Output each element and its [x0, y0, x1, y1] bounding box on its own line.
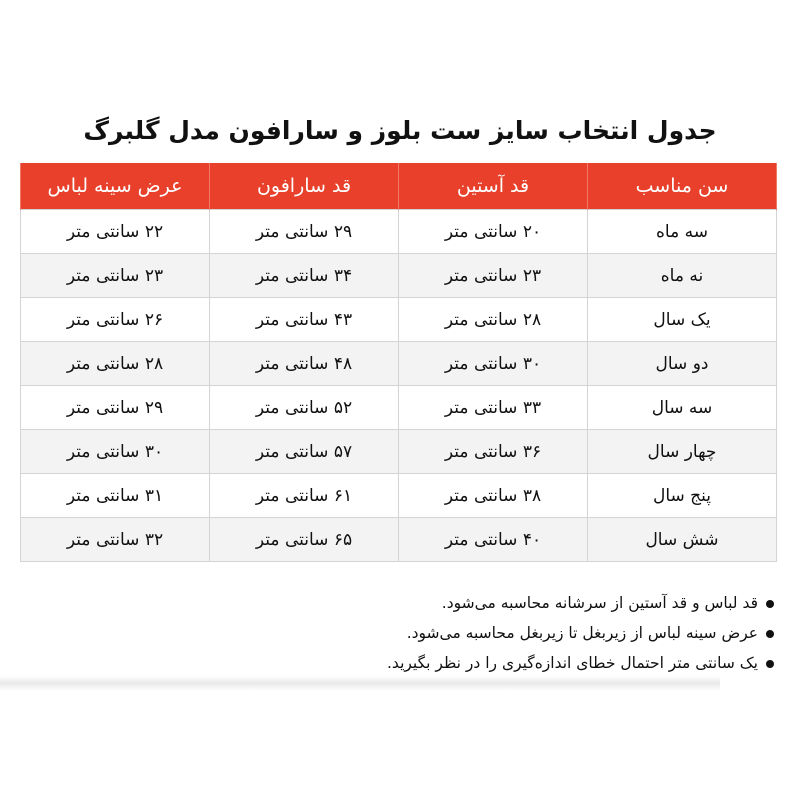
header-sarafan-length: قد سارافون: [210, 163, 399, 210]
cell-sleeve: ۲۸ سانتی متر: [399, 298, 588, 342]
measurement-notes: [214, 588, 774, 678]
cell-age: نه ماه: [588, 254, 777, 298]
page-title: جدول انتخاب سایز ست بلوز و سارافون مدل گلبرگ: [83, 116, 717, 145]
table-row: [21, 474, 777, 518]
table-row: [21, 210, 777, 254]
header-age: سن مناسب: [588, 163, 777, 210]
bullet-icon: [766, 600, 774, 608]
table-row: [21, 298, 777, 342]
table-row: [21, 430, 777, 474]
cell-age: پنج سال: [588, 474, 777, 518]
table-row: [21, 518, 777, 562]
cell-sarafan: ۶۵ سانتی متر: [210, 518, 399, 562]
cell-sarafan: ۵۲ سانتی متر: [210, 386, 399, 430]
table-row: [21, 254, 777, 298]
cell-sarafan: ۲۹ سانتی متر: [210, 210, 399, 254]
cell-sarafan: ۵۷ سانتی متر: [210, 430, 399, 474]
bullet-icon: [766, 660, 774, 668]
cell-sleeve: ۲۰ سانتی متر: [399, 210, 588, 254]
note-item: [214, 588, 774, 618]
cell-age: سه سال: [588, 386, 777, 430]
cell-chest: ۳۲ سانتی متر: [21, 518, 210, 562]
note-text: یک سانتی متر احتمال خطای اندازه‌گیری را در نظر بگیرید.: [387, 654, 758, 672]
size-chart-table: [20, 163, 777, 562]
cell-sleeve: ۳۰ سانتی متر: [399, 342, 588, 386]
cell-age: شش سال: [588, 518, 777, 562]
cell-chest: ۲۳ سانتی متر: [21, 254, 210, 298]
header-chest-width: عرض سینه لباس: [21, 163, 210, 210]
cell-chest: ۲۲ سانتی متر: [21, 210, 210, 254]
cell-sarafan: ۴۸ سانتی متر: [210, 342, 399, 386]
cell-chest: ۲۸ سانتی متر: [21, 342, 210, 386]
cell-sarafan: ۶۱ سانتی متر: [210, 474, 399, 518]
cell-sarafan: ۴۳ سانتی متر: [210, 298, 399, 342]
cell-sleeve: ۳۳ سانتی متر: [399, 386, 588, 430]
decorative-shadow-band: [0, 676, 720, 690]
note-item: [214, 618, 774, 648]
cell-age: سه ماه: [588, 210, 777, 254]
note-item: [214, 648, 774, 678]
cell-chest: ۲۶ سانتی متر: [21, 298, 210, 342]
cell-chest: ۲۹ سانتی متر: [21, 386, 210, 430]
cell-sleeve: ۳۸ سانتی متر: [399, 474, 588, 518]
cell-age: چهار سال: [588, 430, 777, 474]
header-sleeve-length: قد آستین: [399, 163, 588, 210]
cell-sarafan: ۳۴ سانتی متر: [210, 254, 399, 298]
cell-sleeve: ۴۰ سانتی متر: [399, 518, 588, 562]
cell-sleeve: ۲۳ سانتی متر: [399, 254, 588, 298]
bullet-icon: [766, 630, 774, 638]
table-header-row: [21, 163, 777, 210]
table-row: [21, 386, 777, 430]
note-text: عرض سینه لباس از زیربغل تا زیربغل محاسبه می‌شود.: [406, 624, 758, 642]
table-row: [21, 342, 777, 386]
cell-chest: ۳۰ سانتی متر: [21, 430, 210, 474]
cell-chest: ۳۱ سانتی متر: [21, 474, 210, 518]
note-text: قد لباس و قد آستین از سرشانه محاسبه می‌شود.: [441, 594, 758, 612]
cell-age: یک سال: [588, 298, 777, 342]
cell-age: دو سال: [588, 342, 777, 386]
cell-sleeve: ۳۶ سانتی متر: [399, 430, 588, 474]
